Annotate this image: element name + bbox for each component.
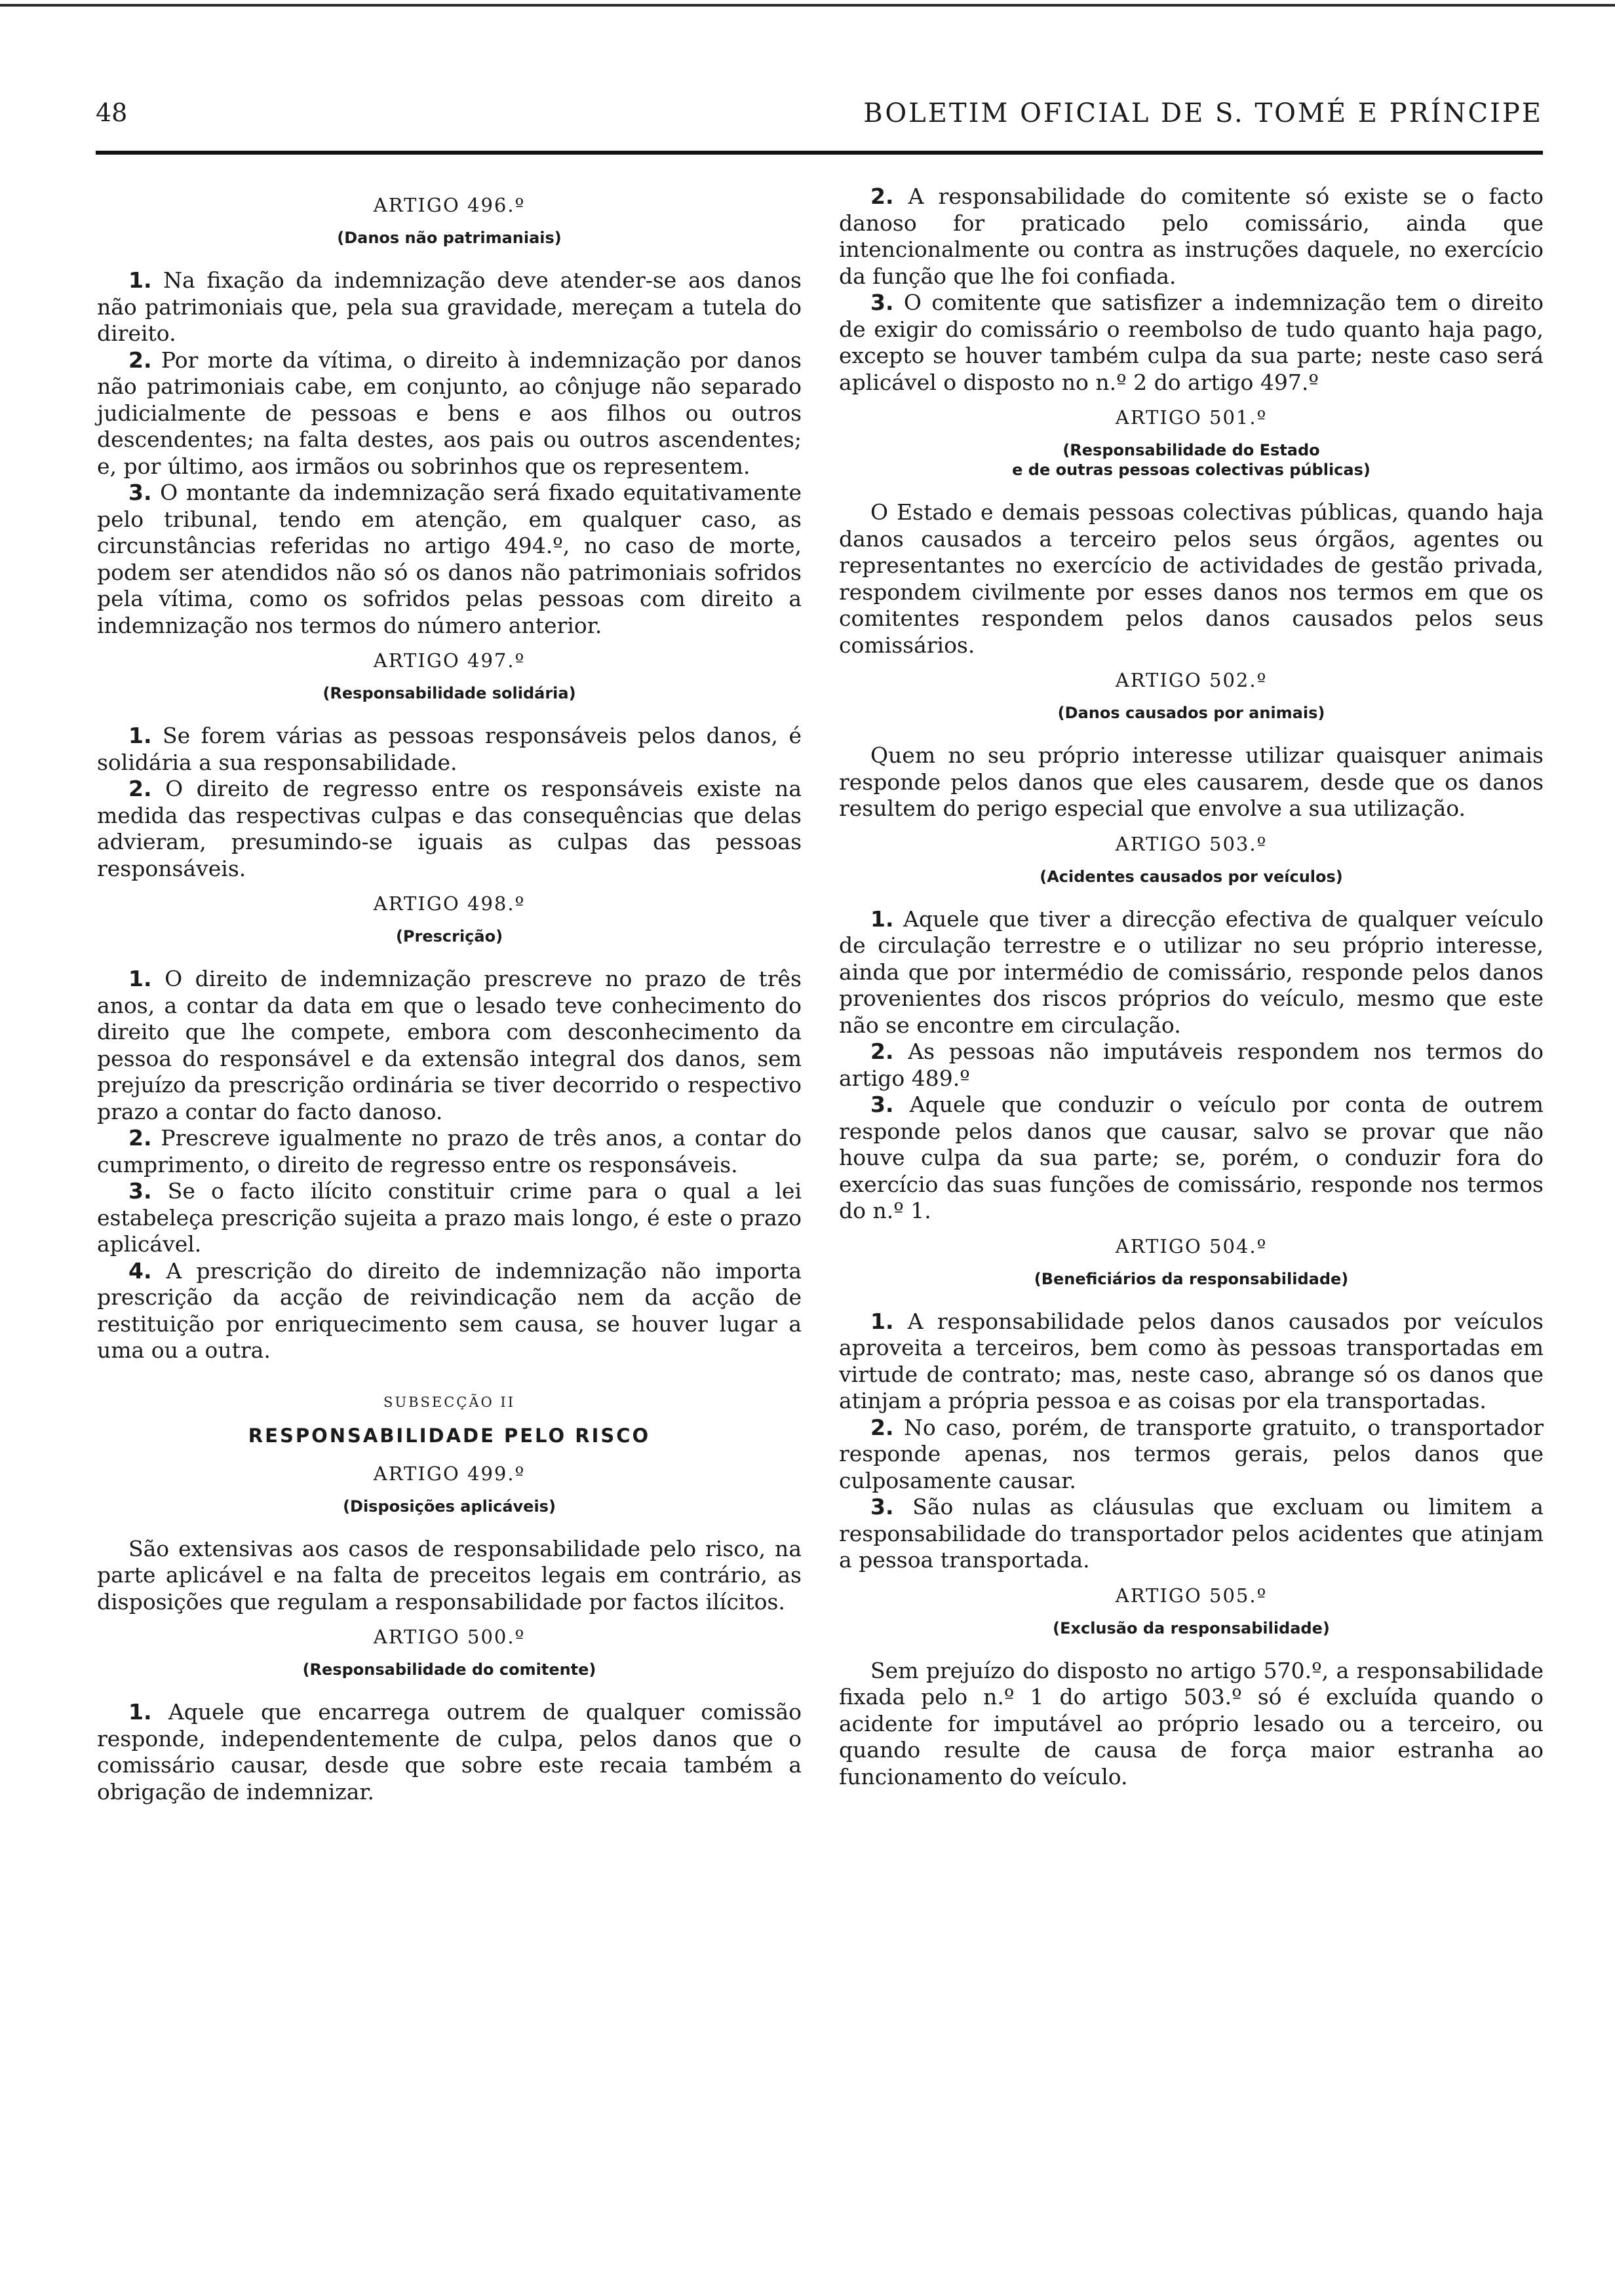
article-500-paragraph-1 bbox=[97, 1699, 802, 1805]
article-496-paragraph-2 bbox=[97, 347, 802, 480]
article-504-paragraph-1 bbox=[839, 1309, 1544, 1415]
article-503-paragraph-3 bbox=[839, 1092, 1544, 1225]
article-497-paragraph-1 bbox=[97, 723, 802, 776]
article-499-subtitle: (Disposições aplicáveis) bbox=[343, 1497, 556, 1516]
right-column bbox=[839, 183, 1544, 1790]
article-499-paragraph: São extensivas aos casos de responsabilidade pelo risco, na parte aplicável e na falta de preceitos legais em contrário, as disposições que regulam a responsabilidade por factos ilícitos. bbox=[97, 1535, 802, 1615]
paragraph-text: O comitente que satisfizer a indemnização tem o direito de exigir do comissário o reembolso de tudo quanto haja pago, excepto se houver também culpa da sua parte; neste caso será aplicável o disposto no n.º 2 do artigo 497.º bbox=[839, 290, 1544, 395]
paragraph-number: 2. bbox=[870, 183, 894, 209]
paragraph-number: 3. bbox=[128, 1178, 152, 1204]
paragraph-text: A prescrição do direito de indemnização não importa prescrição da acção de reivindicação nem da acção de restituição por enriquecimento sem causa, se houver lugar a uma ou a outra. bbox=[97, 1257, 802, 1363]
paragraph-number: 2. bbox=[870, 1039, 894, 1064]
article-505-subtitle: (Exclusão da responsabilidade) bbox=[1053, 1618, 1330, 1637]
article-498-paragraph-4 bbox=[97, 1258, 802, 1364]
article-497-subtitle: (Responsabilidade solidária) bbox=[322, 684, 576, 702]
article-498-title: ARTIGO 498.º bbox=[373, 892, 526, 915]
article-501-subtitle-line-1: (Responsabilidade do Estado bbox=[1062, 441, 1320, 459]
paragraph-text: Se o facto ilícito constituir crime para o qual a lei estabeleça prescrição sujeita a prazo mais longo, é este o prazo aplicável. bbox=[97, 1178, 802, 1257]
article-497-paragraph-2 bbox=[97, 776, 802, 882]
paragraph-number: 3. bbox=[870, 1092, 894, 1117]
paragraph-number: 1. bbox=[128, 966, 152, 991]
article-500-title: ARTIGO 500.º bbox=[373, 1626, 526, 1648]
article-496-title: ARTIGO 496.º bbox=[373, 194, 526, 216]
page-header bbox=[96, 98, 1543, 151]
paragraph-number: 1. bbox=[870, 1308, 894, 1334]
article-498-paragraph-1 bbox=[97, 966, 802, 1125]
article-500-subtitle: (Responsabilidade do comitente) bbox=[302, 1660, 596, 1679]
article-504-paragraph-2 bbox=[839, 1415, 1544, 1495]
paragraph-text: Se forem várias as pessoas responsáveis pelos danos, é solidária a sua responsabilidade. bbox=[97, 723, 802, 775]
article-503-paragraph-1 bbox=[839, 906, 1544, 1039]
paragraph-text: O direito de regresso entre os responsáveis existe na medida das respectivas culpas e das consequências que delas advieram, presumindo-se iguais as culpas das pessoas responsáveis. bbox=[97, 776, 802, 881]
subsection-label: SUBSECÇÃO II bbox=[383, 1394, 516, 1410]
article-496-paragraph-3 bbox=[97, 480, 802, 639]
article-496-subtitle: (Danos não patrimaniais) bbox=[337, 229, 562, 247]
paragraph-text: O montante da indemnização será fixado equitativamente pelo tribunal, tendo em atenção, em qualquer caso, as circunstâncias referidas no artigo 494.º, no caso de morte, podem ser atendidos não só os danos não patrimoniais sofridos pela vítima, como os sofridos pelas pessoas com direito a indemnização nos termos do número anterior. bbox=[97, 480, 802, 638]
left-column bbox=[97, 183, 802, 1805]
paragraph-text: Na fixação da indemnização deve atender-se aos danos não patrimoniais que, pela sua gravidade, mereçam a tutela do direito. bbox=[97, 267, 802, 346]
paragraph-number: 3. bbox=[870, 290, 894, 315]
paragraph-number: 2. bbox=[128, 347, 152, 373]
article-505-paragraph: Sem prejuízo do disposto no artigo 570.º, a responsabilidade fixada pelo n.º 1 do artigo 503.º só é excluída quando o acidente for imputável ao próprio lesado ou a terceiro, ou quando resulte de causa de força maior estranha ao funcionamento do veículo. bbox=[839, 1657, 1544, 1789]
article-502-title: ARTIGO 502.º bbox=[1115, 669, 1268, 691]
article-504-paragraph-3 bbox=[839, 1494, 1544, 1574]
header-rule bbox=[96, 151, 1543, 155]
paragraph-number: 3. bbox=[128, 480, 152, 505]
paragraph-text: As pessoas não imputáveis respondem nos termos do artigo 489.º bbox=[839, 1039, 1544, 1091]
paragraph-number: 1. bbox=[128, 1699, 152, 1725]
paragraph-text: A responsabilidade do comitente só existe se o facto danoso for praticado pelo comissário, ainda que intencionalmente ou contra as instruções daquele, no exercício da função que lhe foi confiada. bbox=[839, 183, 1544, 289]
paragraph-number: 1. bbox=[128, 723, 152, 748]
paragraph-text: São nulas as cláusulas que excluam ou limitem a responsabilidade do transportador pelos acidentes que atinjam a pessoa transportada. bbox=[839, 1494, 1544, 1573]
page-number: 48 bbox=[96, 98, 128, 127]
article-501-title: ARTIGO 501.º bbox=[1115, 406, 1268, 429]
article-500-paragraph-2 bbox=[839, 183, 1544, 290]
article-504-title: ARTIGO 504.º bbox=[1115, 1234, 1268, 1257]
section-title: RESPONSABILIDADE PELO RISCO bbox=[248, 1424, 651, 1447]
article-503-subtitle: (Acidentes causados por veículos) bbox=[1040, 867, 1343, 886]
paragraph-text: A responsabilidade pelos danos causados por veículos aproveita a terceiros, bem como às pessoas transportadas em virtude de contrato; mas, neste caso, abrange só os danos que atinjam a própria pessoa e as coisas por ela transportadas. bbox=[839, 1308, 1544, 1413]
paragraph-number: 4. bbox=[128, 1257, 152, 1284]
article-498-paragraph-2 bbox=[97, 1125, 802, 1178]
paragraph-text: Aquele que conduzir o veículo por conta de outrem responde pelos danos que causar, salvo se provar que não houve culpa da sua parte; se, porém, o conduzir fora do exercício das suas funções de comissário, responde nos termos do n.º 1. bbox=[839, 1092, 1544, 1223]
paragraph-text: No caso, porém, de transporte gratuito, o transportador responde apenas, nos termos gerais, pelos danos que culposamente causar. bbox=[839, 1414, 1544, 1493]
paragraph-number: 2. bbox=[128, 776, 152, 801]
article-499-title: ARTIGO 499.º bbox=[373, 1462, 526, 1485]
article-501-subtitle-line-2: e de outras pessoas colectivas públicas) bbox=[1012, 461, 1371, 479]
article-503-title: ARTIGO 503.º bbox=[1115, 832, 1268, 855]
article-500-paragraph-3 bbox=[839, 290, 1544, 396]
article-504-subtitle: (Beneficiários da responsabilidade) bbox=[1034, 1269, 1349, 1288]
paragraph-text: O direito de indemnização prescreve no prazo de três anos, a contar da data em que o lesado teve conhecimento do direito que lhe compete, embora com desconhecimento da pessoa do responsável e da extensão integral dos danos, sem prejuízo da prescrição ordinária se tiver decorrido o respectivo prazo a contar do facto danoso. bbox=[97, 966, 802, 1124]
article-503-paragraph-2 bbox=[839, 1039, 1544, 1092]
article-497-title: ARTIGO 497.º bbox=[373, 649, 526, 672]
running-head: BOLETIM OFICIAL DE S. TOMÉ E PRÍNCIPE bbox=[863, 98, 1543, 128]
paragraph-number: 1. bbox=[128, 267, 152, 293]
article-496-paragraph-1 bbox=[97, 267, 802, 347]
paragraph-text: Aquele que encarrega outrem de qualquer comissão responde, independentemente de culpa, pelos danos que o comissário causar, desde que sobre este recaia também a obrigação de indemnizar. bbox=[97, 1699, 802, 1805]
paragraph-number: 3. bbox=[870, 1494, 894, 1520]
article-502-subtitle: (Danos causados por animais) bbox=[1057, 704, 1325, 722]
article-505-title: ARTIGO 505.º bbox=[1115, 1584, 1268, 1607]
article-501-subtitle bbox=[839, 440, 1544, 480]
paragraph-text: Aquele que tiver a direcção efectiva de qualquer veículo de circulação terrestre e o utilizar no seu próprio interesse, ainda que por intermédio de comissário, responde pelos danos provenientes dos riscos próprios do veículo, mesmo que este não se encontre em circulação. bbox=[839, 906, 1544, 1038]
top-edge-rule bbox=[0, 4, 1615, 7]
paragraph-number: 2. bbox=[870, 1414, 894, 1440]
paragraph-text: Por morte da vítima, o direito à indemnização por danos não patrimoniais cabe, em conjunto, ao cônjuge não separado judicialmente de pessoas e bens e aos filhos ou outros descendentes; na falta destes, aos pais ou outros ascendentes; e, por último, aos irmãos ou sobrinhos que os representem. bbox=[97, 347, 802, 479]
article-498-paragraph-3 bbox=[97, 1178, 802, 1258]
paragraph-number: 2. bbox=[128, 1125, 152, 1151]
paragraph-number: 1. bbox=[870, 906, 894, 932]
article-502-paragraph: Quem no seu próprio interesse utilizar quaisquer animais responde pelos danos que eles causarem, desde que os danos resultem do perigo especial que envolve a sua utilização. bbox=[839, 742, 1544, 821]
article-498-subtitle: (Prescrição) bbox=[395, 927, 503, 946]
article-501-paragraph: O Estado e demais pessoas colectivas públicas, quando haja danos causados a terceiro pelos seus órgãos, agentes ou representantes no exercício de actividades de gestão privada, respondem civilmente por esses danos nos termos em que os comitentes respondem pelos danos causados pelos seus comissários. bbox=[839, 499, 1544, 658]
paragraph-text: Prescreve igualmente no prazo de três anos, a contar do cumprimento, o direito de regresso entre os responsáveis. bbox=[97, 1125, 802, 1177]
